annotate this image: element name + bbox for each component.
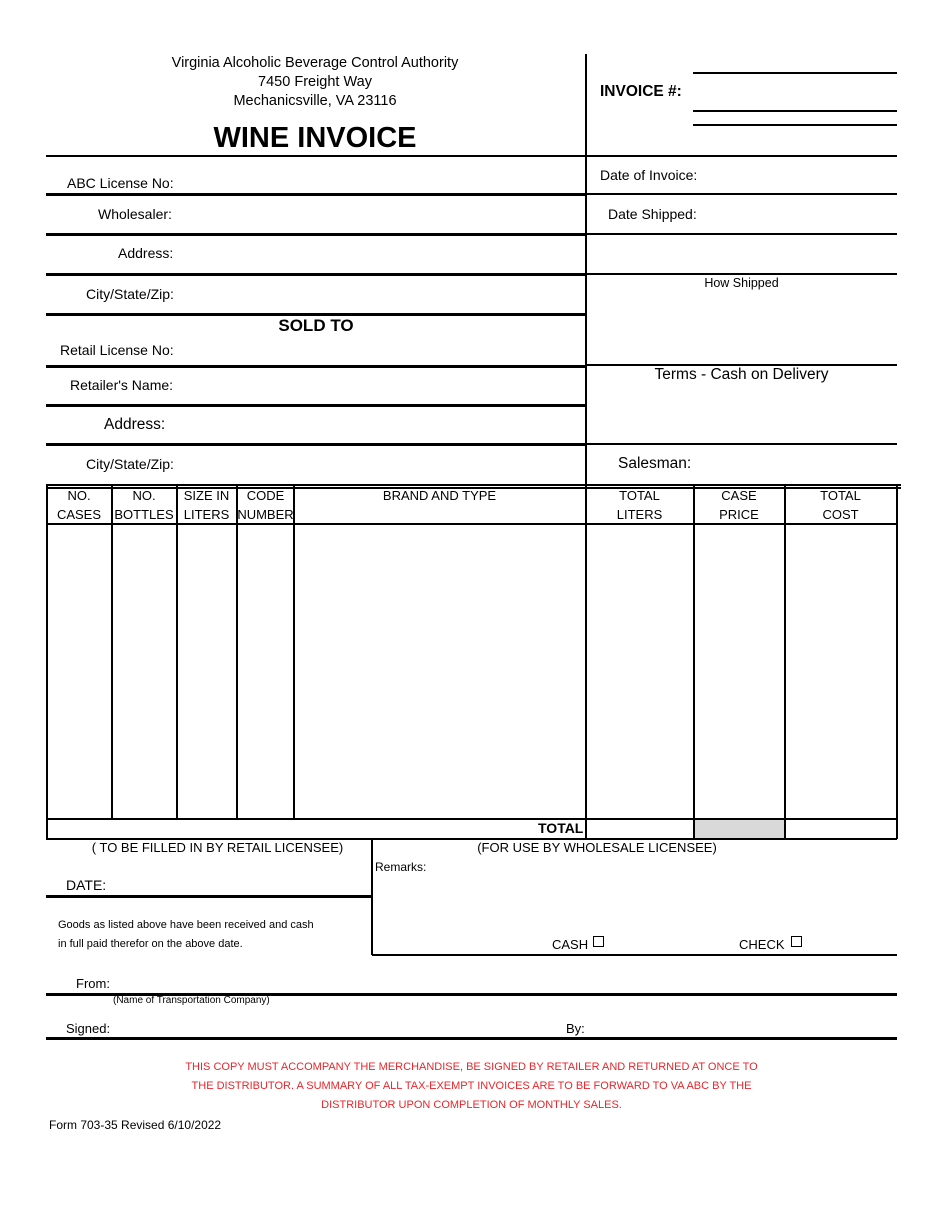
code-column-cell[interactable] — [238, 526, 292, 817]
how-shipped-field[interactable] — [590, 294, 895, 362]
notice-line1: THIS COPY MUST ACCOMPANY THE MERCHANDISE, BE SIGNED BY RETAILER AND RETURNED AT ONCE TO — [185, 1061, 758, 1073]
rule — [46, 233, 586, 236]
retailer-address-label: Address: — [104, 416, 166, 433]
col-header-size: LITERS — [183, 507, 230, 522]
agency-address-line1: 7450 Freight Way — [258, 74, 372, 90]
rule — [372, 954, 897, 956]
rule — [46, 1037, 897, 1040]
how-shipped-label: How Shipped — [704, 276, 779, 290]
agency-address-line2: Mechanicsville, VA 23116 — [233, 93, 397, 109]
retail-license-label: Retail License No: — [60, 342, 174, 358]
agency-name: Virginia Alcoholic Beverage Control Authority — [171, 55, 459, 71]
size-column-cell[interactable] — [178, 526, 235, 817]
col-header-size: SIZE IN — [183, 488, 230, 503]
wholesaler-label: Wholesaler: — [98, 206, 172, 222]
retailer-city-state-zip-label: City/State/Zip: — [86, 456, 174, 472]
date-shipped-field[interactable] — [700, 198, 895, 232]
by-field[interactable] — [590, 1014, 895, 1036]
sold-to-heading: SOLD TO — [278, 316, 354, 335]
date-of-invoice-field[interactable] — [700, 160, 895, 192]
wholesaler-address-field[interactable] — [180, 238, 580, 272]
col-header-total-liters: LITERS — [616, 507, 663, 522]
transport-company-field[interactable] — [115, 970, 895, 992]
notice-line3: DISTRIBUTOR UPON COMPLETION OF MONTHLY SALES. — [321, 1099, 622, 1111]
wholesaler-city-state-zip-label: City/State/Zip: — [86, 286, 174, 302]
form-number: Form 703-35 Revised 6/10/2022 — [49, 1118, 222, 1132]
table-header-rule — [46, 523, 897, 525]
bottles-column-cell[interactable] — [113, 526, 175, 817]
total-label: TOTAL — [538, 820, 584, 836]
remarks-field[interactable] — [375, 876, 895, 928]
col-header-code: NUMBER — [237, 507, 294, 522]
col-header-total-liters: TOTAL — [619, 488, 660, 503]
cash-label: CASH — [552, 937, 589, 952]
abc-license-field[interactable] — [180, 160, 580, 192]
receipt-date-field[interactable] — [115, 870, 370, 894]
total-liters-field[interactable] — [587, 820, 692, 837]
col-header-total-cost: COST — [822, 507, 859, 522]
retailer-city-state-zip-field[interactable] — [180, 449, 580, 483]
page-title: WINE INVOICE — [213, 122, 417, 154]
rule — [46, 404, 586, 407]
salesman-field[interactable] — [700, 449, 895, 483]
by-label: By: — [566, 1021, 585, 1036]
brand-column-cell[interactable] — [295, 526, 584, 817]
receipt-date-label: DATE: — [66, 877, 107, 893]
rule — [46, 273, 586, 276]
col-header-code: CODE — [246, 488, 285, 503]
wholesaler-field[interactable] — [180, 198, 580, 232]
retail-license-field[interactable] — [180, 336, 580, 364]
total-cost-field[interactable] — [786, 820, 895, 837]
invoice-number-label: INVOICE #: — [600, 83, 682, 100]
check-checkbox[interactable] — [791, 936, 802, 947]
receipt-statement-line2: in full paid therefor on the above date. — [58, 938, 243, 950]
signed-field[interactable] — [115, 1014, 555, 1036]
invoice-number-field[interactable] — [693, 56, 897, 116]
abc-license-label: ABC License No: — [67, 175, 174, 191]
retailer-name-label: Retailer's Name: — [70, 377, 174, 393]
salesman-label: Salesman: — [618, 455, 692, 472]
rule — [586, 233, 897, 235]
notice-line2: THE DISTRIBUTOR. A SUMMARY OF ALL TAX-EXEMPT INVOICES ARE TO BE FORWARD TO VA ABC BY THE — [191, 1080, 752, 1092]
remarks-label: Remarks: — [375, 860, 427, 874]
signed-label: Signed: — [66, 1021, 111, 1036]
transport-company-note: (Name of Transportation Company) — [113, 995, 270, 1006]
retailer-name-field[interactable] — [180, 370, 580, 403]
total-cost-column-cell[interactable] — [786, 526, 895, 817]
cases-column-cell[interactable] — [48, 526, 110, 817]
retail-section-heading: ( TO BE FILLED IN BY RETAIL LICENSEE) — [91, 840, 344, 855]
date-of-invoice-label: Date of Invoice: — [600, 167, 698, 183]
rule — [46, 365, 586, 368]
wholesaler-address-label: Address: — [118, 245, 174, 261]
col-line — [896, 486, 898, 839]
invoice-line-1 — [693, 72, 897, 74]
cash-checkbox[interactable] — [593, 936, 604, 947]
from-label: From: — [76, 976, 110, 991]
section-divider — [371, 839, 373, 955]
col-header-bottles: NO. — [132, 488, 156, 503]
rule — [46, 895, 372, 898]
rule — [46, 155, 897, 157]
terms-text: Terms - Cash on Delivery — [654, 366, 829, 383]
date-shipped-label: Date Shipped: — [608, 206, 697, 222]
case-price-total-shaded — [695, 820, 784, 838]
col-header-cases: NO. — [67, 488, 91, 503]
wholesale-section-heading: (FOR USE BY WHOLESALE LICENSEE) — [477, 840, 717, 855]
rule — [46, 443, 586, 446]
retailer-address-field[interactable] — [180, 410, 580, 443]
col-header-case-price: PRICE — [719, 507, 759, 522]
rule — [586, 273, 897, 275]
col-header-cases: CASES — [56, 507, 102, 522]
table-top-rule — [46, 484, 901, 486]
invoice-line-3 — [693, 124, 897, 126]
case-price-column-cell[interactable] — [695, 526, 783, 817]
col-header-brand: BRAND AND TYPE — [382, 488, 497, 503]
col-header-total-cost: TOTAL — [820, 488, 861, 503]
col-header-case-price: CASE — [721, 488, 757, 503]
receipt-statement-line1: Goods as listed above have been received and cash — [58, 919, 314, 931]
wholesaler-city-state-zip-field[interactable] — [180, 278, 580, 312]
check-label: CHECK — [739, 937, 785, 952]
total-liters-column-cell[interactable] — [587, 526, 692, 817]
rule — [46, 193, 586, 196]
header-divider — [585, 54, 587, 486]
col-header-bottles: BOTTLES — [114, 507, 174, 522]
invoice-line-2 — [693, 110, 897, 112]
rule — [586, 193, 897, 195]
